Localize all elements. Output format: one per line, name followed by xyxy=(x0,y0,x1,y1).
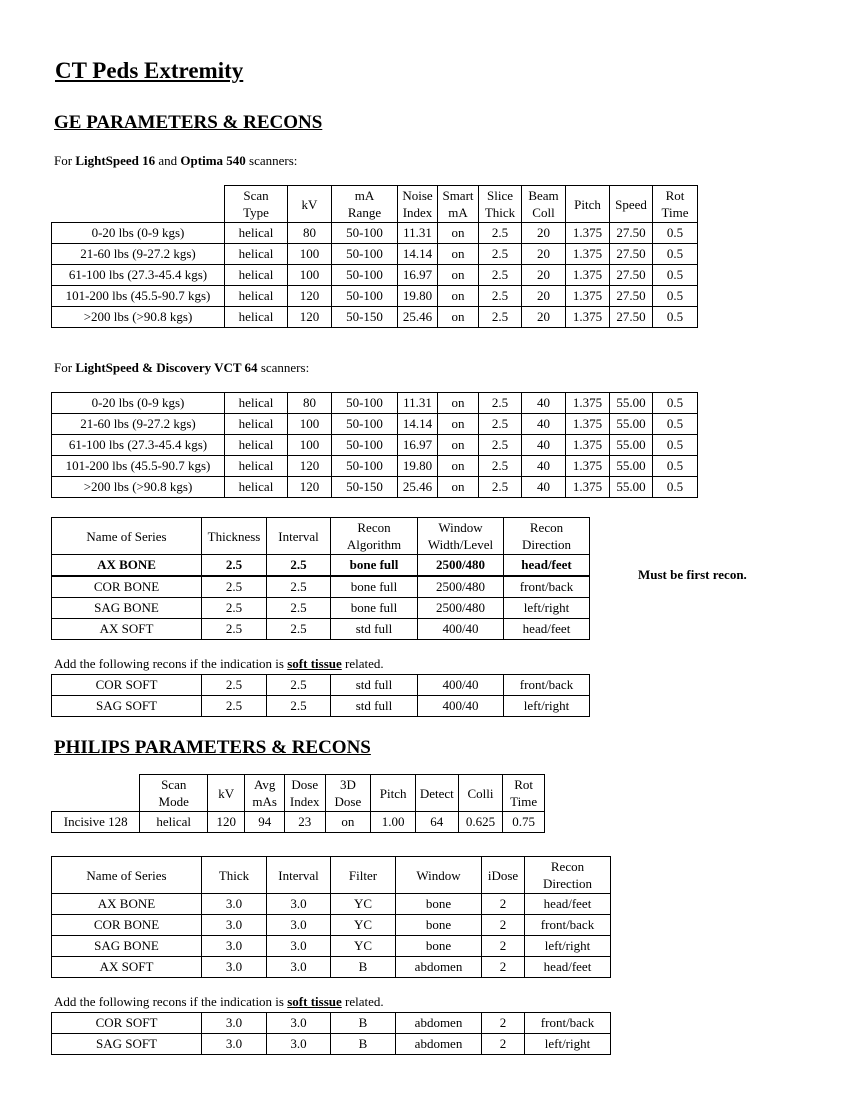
table-cell: abdomen xyxy=(396,1034,482,1055)
table-cell: 14.14 xyxy=(398,244,438,265)
table-cell: 50-150 xyxy=(332,307,398,328)
table-cell: 20 xyxy=(522,307,566,328)
table-cell: 40 xyxy=(522,393,566,414)
table-cell: 2.5 xyxy=(267,576,331,598)
philips-soft-tissue-note: Add the following recons if the indication is soft tissue related. xyxy=(54,994,384,1009)
header-row xyxy=(52,186,698,223)
table-cell: on xyxy=(438,477,479,498)
table-cell: 20 xyxy=(522,244,566,265)
table-cell: 1.375 xyxy=(566,414,610,435)
table-cell: 3.0 xyxy=(202,957,267,978)
table-cell: Name of Series xyxy=(52,518,202,555)
table-cell: 2.5 xyxy=(479,414,522,435)
table-cell: 2.5 xyxy=(479,223,522,244)
philips-extra-recons-table xyxy=(51,1012,611,1055)
table-cell: std full xyxy=(331,696,418,717)
table-cell: 2.5 xyxy=(267,619,331,640)
table-cell: 55.00 xyxy=(610,435,653,456)
table-cell: AX SOFT xyxy=(52,957,202,978)
table-cell: 0.5 xyxy=(653,435,698,456)
table-cell: 25.46 xyxy=(398,307,438,328)
table-cell: Scan Type xyxy=(225,186,288,223)
table-cell: Slice Thick xyxy=(479,186,522,223)
table-cell: 0.75 xyxy=(503,812,545,833)
table-cell: std full xyxy=(331,675,418,696)
table-cell: 27.50 xyxy=(610,244,653,265)
table-cell: 1.375 xyxy=(566,286,610,307)
table-cell: 2 xyxy=(482,1034,525,1055)
table-cell: 0-20 lbs (0-9 kgs) xyxy=(52,223,225,244)
table-cell: 2.5 xyxy=(202,619,267,640)
table-cell: COR SOFT xyxy=(52,675,202,696)
table-cell: front/back xyxy=(525,1013,611,1034)
table-cell: 3.0 xyxy=(267,1013,331,1034)
table-row xyxy=(52,957,611,978)
table-cell: bone full xyxy=(331,576,418,598)
table-cell: 3.0 xyxy=(267,1034,331,1055)
table-cell: on xyxy=(325,812,371,833)
table-cell: iDose xyxy=(482,857,525,894)
ge-params-table-16 xyxy=(51,185,698,328)
table-cell: SAG BONE xyxy=(52,936,202,957)
table-cell: 100 xyxy=(288,244,332,265)
table-cell: bone xyxy=(396,894,482,915)
table-cell: Incisive 128 xyxy=(52,812,140,833)
ge-soft-tissue-note: Add the following recons if the indication is soft tissue related. xyxy=(54,656,384,671)
table-row xyxy=(52,936,611,957)
table-cell: 2.5 xyxy=(267,696,331,717)
table-cell: 2.5 xyxy=(202,576,267,598)
table-row xyxy=(52,894,611,915)
table-cell: 2.5 xyxy=(479,456,522,477)
table-row xyxy=(52,223,698,244)
table-cell: Colli xyxy=(458,775,503,812)
table-cell: 1.375 xyxy=(566,223,610,244)
table-cell: Dose Index xyxy=(284,775,325,812)
table-cell: on xyxy=(438,286,479,307)
table-cell: 20 xyxy=(522,286,566,307)
table-cell: 3.0 xyxy=(202,1034,267,1055)
table-cell: 3.0 xyxy=(202,936,267,957)
table-cell: 0.625 xyxy=(458,812,503,833)
table-cell: on xyxy=(438,223,479,244)
table-cell: helical xyxy=(225,265,288,286)
table-cell: helical xyxy=(225,414,288,435)
table-cell: 1.375 xyxy=(566,265,610,286)
table-cell: on xyxy=(438,265,479,286)
philips-params-table xyxy=(51,774,545,833)
table-cell: on xyxy=(438,456,479,477)
table-cell: 50-100 xyxy=(332,286,398,307)
table-cell: 1.375 xyxy=(566,244,610,265)
table-cell: 3.0 xyxy=(267,936,331,957)
ge-scanner-line-1: For LightSpeed 16 and Optima 540 scanners: xyxy=(54,153,298,168)
table-cell: 120 xyxy=(288,307,332,328)
table-cell: 0.5 xyxy=(653,393,698,414)
table-row xyxy=(52,619,590,640)
table-row xyxy=(52,675,590,696)
table-cell: 80 xyxy=(288,393,332,414)
table-cell: 2500/480 xyxy=(418,598,504,619)
table-cell: 101-200 lbs (45.5-90.7 kgs) xyxy=(52,286,225,307)
table-cell: 14.14 xyxy=(398,414,438,435)
table-cell: 100 xyxy=(288,265,332,286)
table-cell: B xyxy=(331,1034,396,1055)
table-cell: 2.5 xyxy=(479,286,522,307)
table-cell: 55.00 xyxy=(610,393,653,414)
table-cell: 3.0 xyxy=(202,894,267,915)
table-cell: helical xyxy=(225,435,288,456)
table-cell: bone xyxy=(396,915,482,936)
table-cell: 3.0 xyxy=(267,894,331,915)
ge-heading: GE PARAMETERS & RECONS xyxy=(54,112,323,133)
table-cell: 21-60 lbs (9-27.2 kgs) xyxy=(52,414,225,435)
table-cell: B xyxy=(331,1013,396,1034)
table-cell: Name of Series xyxy=(52,857,202,894)
table-cell: 3.0 xyxy=(202,915,267,936)
table-cell: 50-150 xyxy=(332,477,398,498)
table-cell: 1.375 xyxy=(566,456,610,477)
table-cell: Speed xyxy=(610,186,653,223)
table-row xyxy=(52,414,698,435)
table-cell: 3.0 xyxy=(202,1013,267,1034)
first-recon-note: Must be first recon. xyxy=(638,567,747,582)
table-cell: helical xyxy=(225,456,288,477)
table-cell: 1.00 xyxy=(371,812,416,833)
table-cell: 19.80 xyxy=(398,456,438,477)
table-cell: 40 xyxy=(522,456,566,477)
table-cell: Interval xyxy=(267,857,331,894)
table-cell: Window Width/Level xyxy=(418,518,504,555)
table-cell: 0.5 xyxy=(653,286,698,307)
table-cell: 11.31 xyxy=(398,393,438,414)
table-cell: Rot Time xyxy=(503,775,545,812)
table-row xyxy=(52,265,698,286)
table-cell: 27.50 xyxy=(610,223,653,244)
table-cell: front/back xyxy=(525,915,611,936)
table-cell: kV xyxy=(288,186,332,223)
table-cell: 120 xyxy=(208,812,245,833)
table-cell: AX SOFT xyxy=(52,619,202,640)
table-cell: 3D Dose xyxy=(325,775,371,812)
table-cell: COR BONE xyxy=(52,576,202,598)
table-cell: COR SOFT xyxy=(52,1013,202,1034)
table-cell: 55.00 xyxy=(610,477,653,498)
table-cell: 19.80 xyxy=(398,286,438,307)
table-cell: head/feet xyxy=(504,619,590,640)
table-cell: 27.50 xyxy=(610,286,653,307)
table-cell: 55.00 xyxy=(610,456,653,477)
table-cell: 27.50 xyxy=(610,265,653,286)
table-cell: on xyxy=(438,393,479,414)
table-cell: Thickness xyxy=(202,518,267,555)
table-cell: Smart mA xyxy=(438,186,479,223)
header-row xyxy=(52,857,611,894)
table-cell: 0.5 xyxy=(653,244,698,265)
ge-scanner-line-2: For LightSpeed & Discovery VCT 64 scanners: xyxy=(54,360,310,375)
table-cell: 2500/480 xyxy=(418,576,504,598)
table-cell: helical xyxy=(225,223,288,244)
table-cell: head/feet xyxy=(525,894,611,915)
table-cell: abdomen xyxy=(396,957,482,978)
table-cell: 55.00 xyxy=(610,414,653,435)
table-cell: SAG SOFT xyxy=(52,696,202,717)
table-cell: 64 xyxy=(415,812,458,833)
table-cell: 2 xyxy=(482,936,525,957)
table-cell: >200 lbs (>90.8 kgs) xyxy=(52,477,225,498)
table-cell: 400/40 xyxy=(418,696,504,717)
table-cell: 27.50 xyxy=(610,307,653,328)
table-cell: 2.5 xyxy=(479,244,522,265)
table-cell: 2.5 xyxy=(267,555,331,577)
table-cell: 40 xyxy=(522,477,566,498)
table-cell: YC xyxy=(331,936,396,957)
table-cell: 1.375 xyxy=(566,477,610,498)
table-row xyxy=(52,393,698,414)
table-cell: 16.97 xyxy=(398,265,438,286)
table-row xyxy=(52,244,698,265)
table-cell: 2.5 xyxy=(202,696,267,717)
table-cell: 50-100 xyxy=(332,456,398,477)
table-cell: COR BONE xyxy=(52,915,202,936)
table-cell: SAG BONE xyxy=(52,598,202,619)
table-cell: on xyxy=(438,307,479,328)
table-cell: helical xyxy=(225,307,288,328)
table-cell: 400/40 xyxy=(418,619,504,640)
table-cell: 101-200 lbs (45.5-90.7 kgs) xyxy=(52,456,225,477)
table-cell: 11.31 xyxy=(398,223,438,244)
table-cell: bone full xyxy=(331,598,418,619)
table-cell: 61-100 lbs (27.3-45.4 kgs) xyxy=(52,265,225,286)
table-cell: left/right xyxy=(525,1034,611,1055)
table-cell: 50-100 xyxy=(332,393,398,414)
table-cell: abdomen xyxy=(396,1013,482,1034)
table-cell: 1.375 xyxy=(566,307,610,328)
table-cell: 2.5 xyxy=(267,675,331,696)
table-row xyxy=(52,576,590,598)
table-cell: 400/40 xyxy=(418,675,504,696)
table-cell: 0.5 xyxy=(653,456,698,477)
table-cell: 50-100 xyxy=(332,414,398,435)
table-cell: Thick xyxy=(202,857,267,894)
table-cell: 3.0 xyxy=(267,915,331,936)
table-cell: 2.5 xyxy=(479,265,522,286)
table-cell: 61-100 lbs (27.3-45.4 kgs) xyxy=(52,435,225,456)
table-cell: AX BONE xyxy=(52,555,202,577)
table-cell: 20 xyxy=(522,223,566,244)
table-cell xyxy=(52,775,140,812)
table-row xyxy=(52,598,590,619)
table-cell: mA Range xyxy=(332,186,398,223)
table-cell: Pitch xyxy=(371,775,416,812)
table-cell: 21-60 lbs (9-27.2 kgs) xyxy=(52,244,225,265)
table-cell: 2.5 xyxy=(479,477,522,498)
header-row xyxy=(52,775,545,812)
table-cell: head/feet xyxy=(525,957,611,978)
table-cell: Filter xyxy=(331,857,396,894)
table-row xyxy=(52,555,590,577)
table-cell: helical xyxy=(140,812,208,833)
table-cell: helical xyxy=(225,286,288,307)
table-cell: 3.0 xyxy=(267,957,331,978)
table-cell: 2.5 xyxy=(202,555,267,577)
philips-recons-table xyxy=(51,856,611,978)
table-cell: 1.375 xyxy=(566,435,610,456)
table-cell: 50-100 xyxy=(332,265,398,286)
table-cell: 0.5 xyxy=(653,265,698,286)
table-cell: 50-100 xyxy=(332,435,398,456)
table-cell: 2.5 xyxy=(202,598,267,619)
table-cell: Noise Index xyxy=(398,186,438,223)
table-cell: 2.5 xyxy=(479,307,522,328)
table-cell: Beam Coll xyxy=(522,186,566,223)
table-row xyxy=(52,812,545,833)
table-cell: left/right xyxy=(504,598,590,619)
philips-heading: PHILIPS PARAMETERS & RECONS xyxy=(54,737,371,758)
table-cell: bone full xyxy=(331,555,418,577)
table-cell: Recon Direction xyxy=(504,518,590,555)
table-cell: 50-100 xyxy=(332,223,398,244)
table-cell: Interval xyxy=(267,518,331,555)
table-cell: Window xyxy=(396,857,482,894)
table-cell: std full xyxy=(331,619,418,640)
table-cell: 0.5 xyxy=(653,477,698,498)
table-cell: bone xyxy=(396,936,482,957)
table-cell: 50-100 xyxy=(332,244,398,265)
table-row xyxy=(52,915,611,936)
table-cell: head/feet xyxy=(504,555,590,577)
table-cell: kV xyxy=(208,775,245,812)
table-cell: front/back xyxy=(504,675,590,696)
table-cell: Detect xyxy=(415,775,458,812)
table-cell: helical xyxy=(225,244,288,265)
table-row xyxy=(52,307,698,328)
table-cell: 80 xyxy=(288,223,332,244)
table-cell: helical xyxy=(225,393,288,414)
table-cell: 0.5 xyxy=(653,414,698,435)
table-cell xyxy=(52,186,225,223)
table-cell: 20 xyxy=(522,265,566,286)
table-cell: 120 xyxy=(288,286,332,307)
table-cell: 2.5 xyxy=(267,598,331,619)
table-cell: 120 xyxy=(288,456,332,477)
table-cell: 100 xyxy=(288,435,332,456)
table-cell: 16.97 xyxy=(398,435,438,456)
header-row xyxy=(52,518,590,555)
page-title: CT Peds Extremity xyxy=(55,58,244,83)
table-cell: 2500/480 xyxy=(418,555,504,577)
table-cell: 40 xyxy=(522,414,566,435)
table-cell: 120 xyxy=(288,477,332,498)
table-cell: front/back xyxy=(504,576,590,598)
table-row xyxy=(52,435,698,456)
table-cell: 2 xyxy=(482,1013,525,1034)
table-cell: 23 xyxy=(284,812,325,833)
table-cell: Recon Direction xyxy=(525,857,611,894)
table-cell: >200 lbs (>90.8 kgs) xyxy=(52,307,225,328)
table-cell: 2.5 xyxy=(202,675,267,696)
table-cell: Avg mAs xyxy=(245,775,285,812)
table-cell: 0.5 xyxy=(653,307,698,328)
table-cell: 1.375 xyxy=(566,393,610,414)
table-cell: left/right xyxy=(525,936,611,957)
table-cell: AX BONE xyxy=(52,894,202,915)
table-cell: Scan Mode xyxy=(140,775,208,812)
table-cell: 2 xyxy=(482,894,525,915)
table-cell: 0-20 lbs (0-9 kgs) xyxy=(52,393,225,414)
table-cell: YC xyxy=(331,915,396,936)
table-cell: 25.46 xyxy=(398,477,438,498)
table-cell: on xyxy=(438,414,479,435)
table-cell: 40 xyxy=(522,435,566,456)
table-cell: 2 xyxy=(482,915,525,936)
table-cell: YC xyxy=(331,894,396,915)
table-cell: SAG SOFT xyxy=(52,1034,202,1055)
ge-extra-recons-table xyxy=(51,674,590,717)
table-cell: left/right xyxy=(504,696,590,717)
table-cell: 2 xyxy=(482,957,525,978)
table-cell: on xyxy=(438,435,479,456)
table-cell: on xyxy=(438,244,479,265)
table-cell: Pitch xyxy=(566,186,610,223)
table-cell: 100 xyxy=(288,414,332,435)
table-cell: 0.5 xyxy=(653,223,698,244)
table-cell: 2.5 xyxy=(479,435,522,456)
table-cell: Recon Algorithm xyxy=(331,518,418,555)
table-row xyxy=(52,286,698,307)
table-cell: B xyxy=(331,957,396,978)
table-row xyxy=(52,1013,611,1034)
ge-params-table-64 xyxy=(51,392,698,498)
ge-recons-table xyxy=(51,517,590,640)
table-row xyxy=(52,1034,611,1055)
table-row xyxy=(52,456,698,477)
table-row xyxy=(52,477,698,498)
table-cell: 94 xyxy=(245,812,285,833)
table-row xyxy=(52,696,590,717)
table-cell: Rot Time xyxy=(653,186,698,223)
table-cell: 2.5 xyxy=(479,393,522,414)
table-cell: helical xyxy=(225,477,288,498)
